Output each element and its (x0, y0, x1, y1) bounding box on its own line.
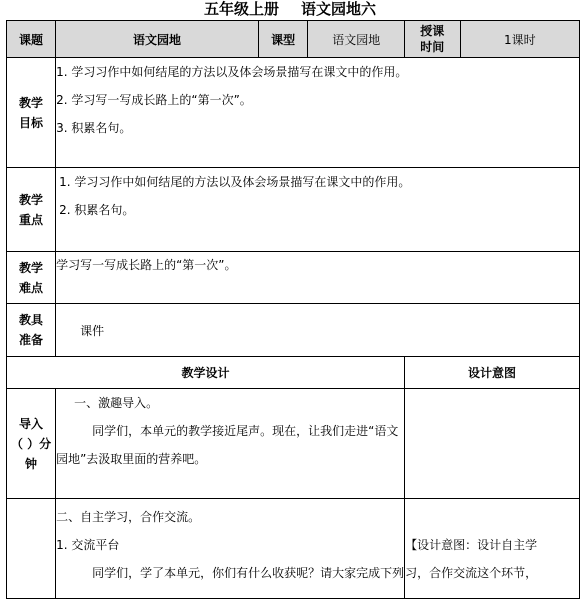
intro-content (56, 389, 405, 499)
key-points-row (7, 168, 580, 252)
key-point-item: 2. 积累名句。 (59, 203, 135, 217)
hours-label-line1: 授课 (420, 24, 445, 38)
hours-value: 1课时 (460, 21, 579, 58)
materials-row (7, 304, 580, 357)
lesson-plan-table (6, 20, 580, 599)
type-label: 课型 (258, 21, 308, 58)
intro-intent-cell (405, 389, 580, 499)
goal-item: 1. 学习习作中如何结尾的方法以及体会场景描写在课文中的作用。 (56, 65, 408, 79)
topic-value: 语文园地 (56, 21, 259, 58)
section2-label (7, 499, 56, 599)
hours-label (405, 21, 460, 58)
materials-label (7, 304, 56, 357)
intro-paragraph: 同学们，本单元的教学接近尾声。现在，让我们走进“语文园地”去汲取里面的营养吧。 (56, 424, 399, 466)
design-header-right: 设计意图 (405, 357, 580, 389)
difficulties-label (7, 252, 56, 304)
section2-heading: 二、自主学习，合作交流。 (56, 510, 201, 524)
difficulties-text: 学习写一写成长路上的“第一次”。 (56, 258, 237, 272)
key-points-label-line2: 重点 (19, 212, 44, 227)
materials-content: 课件 (56, 304, 580, 357)
intro-heading: 一、激趣导入。 (74, 396, 159, 410)
goals-row (7, 58, 580, 168)
section2-row (7, 499, 580, 599)
intro-label-line1: 导入 (19, 416, 44, 431)
goal-item: 3. 积累名句。 (56, 121, 132, 135)
page-title (0, 0, 580, 20)
key-points-content (56, 168, 580, 252)
intro-label (7, 389, 56, 499)
section2-intent-line1: 【设计意图：设计自主学 (405, 538, 538, 552)
intro-label-line2: （ ）分钟 (10, 436, 52, 471)
section2-content (56, 499, 405, 599)
key-point-item: 1. 学习习作中如何结尾的方法以及体会场景描写在课文中的作用。 (59, 175, 411, 189)
difficulties-row (7, 252, 580, 304)
key-points-label (7, 168, 56, 252)
topic-label: 课题 (7, 21, 56, 58)
design-header-left: 教学设计 (7, 357, 405, 389)
section2-paragraph: 同学们，学了本单元，你们有什么收获呢？请大家完成下列 (92, 566, 405, 580)
difficulties-label-line2: 难点 (19, 280, 44, 295)
goals-label-line1: 教学 (19, 95, 44, 110)
design-header-row (7, 357, 580, 389)
goals-content (56, 58, 580, 168)
section2-intent-line2: 习，合作交流这个环节， (405, 566, 538, 580)
header-row (7, 21, 580, 58)
difficulties-content (56, 252, 580, 304)
intro-row (7, 389, 580, 499)
hours-label-line2: 时间 (420, 40, 445, 54)
title-grade: 五年级上册 (203, 0, 279, 18)
goals-label (7, 58, 56, 168)
section2-sub: 1. 交流平台 (56, 538, 120, 552)
title-unit: 语文园地六 (301, 0, 377, 18)
section2-intent (405, 499, 580, 599)
difficulties-label-line1: 教学 (19, 260, 44, 275)
goals-label-line2: 目标 (19, 115, 44, 130)
materials-label-line2: 准备 (19, 333, 44, 347)
goal-item: 2. 学习写一写成长路上的“第一次”。 (56, 93, 252, 107)
materials-label-line1: 教具 (19, 313, 44, 327)
type-value: 语文园地 (308, 21, 405, 58)
key-points-label-line1: 教学 (19, 192, 44, 207)
